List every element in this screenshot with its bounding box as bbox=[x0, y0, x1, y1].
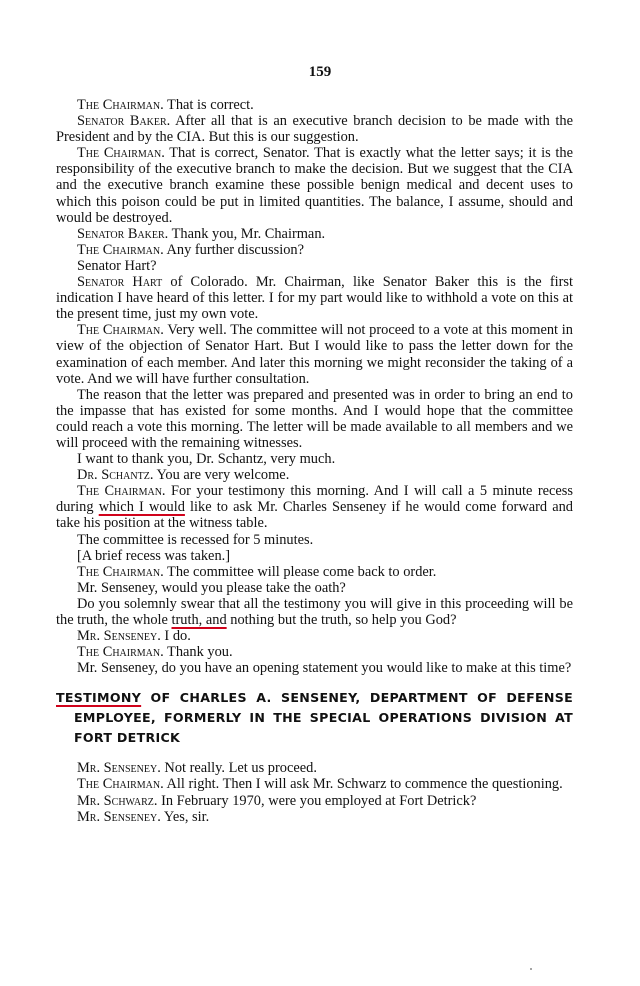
transcript-paragraph bbox=[56, 242, 573, 258]
speaker-name: The Chairman. bbox=[77, 322, 164, 339]
speaker-name: Mr. Senseney. bbox=[77, 628, 161, 645]
transcript-paragraph bbox=[56, 660, 573, 676]
paragraphs-before-heading bbox=[56, 97, 573, 676]
speaker-name: The Chairman. bbox=[77, 483, 166, 500]
paragraph-text: Mr. Senseney, would you please take the oath? bbox=[77, 579, 346, 596]
paragraph-text: I want to thank you, Dr. Schantz, very much. bbox=[77, 451, 336, 468]
transcript-paragraph bbox=[56, 387, 573, 451]
transcript-paragraph bbox=[56, 97, 573, 113]
speaker-name: Mr. Senseney. bbox=[77, 760, 161, 777]
heading-lead-underlined: TESTIMONY bbox=[56, 690, 142, 706]
paragraph-text: You are very welcome. bbox=[153, 467, 290, 484]
transcript-paragraph bbox=[56, 145, 573, 225]
paragraph-text: After all that is an executive branch decision to be made with the President and by the CIA. But this is our suggestion. bbox=[56, 113, 573, 146]
transcript-paragraph bbox=[56, 532, 573, 548]
paragraph-text: Any further discussion? bbox=[163, 241, 304, 258]
speaker-name: Senator Hart bbox=[77, 274, 163, 291]
speaker-name: The Chairman. bbox=[77, 563, 164, 580]
transcript-paragraph bbox=[56, 322, 573, 386]
heading-rest: OF CHARLES A. SENSENEY, DEPARTMENT OF DEFENSE EMPLOYEE, FORMERLY IN THE SPECIAL OPERATIONS DIVISION AT FORT DETRICK bbox=[74, 690, 573, 746]
page-number: 159 bbox=[308, 64, 332, 80]
transcript-paragraph bbox=[56, 113, 573, 145]
paragraphs-after-heading bbox=[56, 760, 573, 824]
paragraph-text: The committee will please come back to order. bbox=[163, 563, 437, 580]
transcript-paragraph bbox=[56, 809, 573, 825]
transcript-body bbox=[56, 97, 573, 825]
speaker-name: Mr. Senseney. bbox=[77, 808, 161, 825]
paragraph-text: Very well. The committee will not proceed to a vote at this moment in view of the objection of Senator Hart. But I would like to pass the letter down for the examination of each member. And later this morning we might reconsider the taking of a vote. And we will have further consultation. bbox=[56, 322, 573, 387]
speaker-name: Senator Baker. bbox=[77, 225, 169, 242]
paragraph-text: The reason that the letter was prepared and presented was in order to bring an end to the impasse that has existed for some months. And I would hope that the committee could reach a vote this morning. The letter will be made available to all members and we will proceed with the remaining witnesses. bbox=[56, 386, 573, 451]
paragraph-text: of Colorado. Mr. Chairman, like Senator Baker this is the first indication I have heard of this letter. I for my part would like to withhold a vote on this at the present time, just my own vote. bbox=[56, 274, 573, 323]
transcript-paragraph bbox=[56, 776, 573, 792]
speaker-name: The Chairman. bbox=[77, 241, 164, 258]
transcript-paragraph bbox=[56, 258, 573, 274]
speaker-name: The Chairman. bbox=[77, 145, 165, 162]
transcript-paragraph bbox=[56, 580, 573, 596]
transcript-paragraph bbox=[56, 760, 573, 776]
transcript-paragraph bbox=[56, 628, 573, 644]
paragraph-text: All right. Then I will ask Mr. Schwarz to commence the questioning. bbox=[163, 776, 563, 793]
paragraph-text: Do you solemnly swear that all the testimony you will give in this proceeding will be the truth, the whole truth, and nothing but the truth, so help you God? bbox=[56, 595, 573, 628]
paragraph-text: Thank you, Mr. Chairman. bbox=[168, 225, 326, 242]
speaker-name: The Chairman. bbox=[77, 97, 164, 113]
paragraph-text: [A brief recess was taken.] bbox=[77, 547, 231, 564]
scan-speck bbox=[530, 968, 532, 970]
paragraph-text: The committee is recessed for 5 minutes. bbox=[77, 531, 314, 548]
transcript-paragraph bbox=[56, 483, 573, 531]
speaker-name: The Chairman. bbox=[77, 644, 164, 661]
paragraph-text: Yes, sir. bbox=[160, 808, 210, 825]
transcript-paragraph bbox=[56, 274, 573, 322]
transcript-paragraph bbox=[56, 564, 573, 580]
speaker-name: The Chairman. bbox=[77, 776, 164, 793]
red-underline-mark: which I would bbox=[98, 499, 185, 516]
paragraph-text: That is correct, Senator. That is exactly what the letter says; it is the responsibility of the executive branch to make the decision. But we suggest that the CIA and the executive branch examine these possible benign medical and decent uses to which this poison could be put in limited quantities. The balance, I assume, should and would be destroyed. bbox=[56, 145, 573, 226]
paragraph-text: Senator Hart? bbox=[77, 257, 157, 274]
transcript-paragraph bbox=[56, 596, 573, 628]
paragraph-text: That is correct. bbox=[163, 97, 254, 113]
transcript-paragraph bbox=[56, 451, 573, 467]
speaker-name: Senator Baker. bbox=[77, 113, 171, 130]
speaker-name: Mr. Schwarz. bbox=[77, 792, 158, 809]
paragraph-text: I do. bbox=[160, 628, 191, 645]
paragraph-text: In February 1970, were you employed at Fort Detrick? bbox=[157, 792, 477, 809]
red-underline-mark: truth, and bbox=[171, 612, 227, 628]
section-heading bbox=[56, 688, 573, 748]
transcript-paragraph bbox=[56, 467, 573, 483]
paragraph-text: For your testimony this morning. And I will call a 5 minute recess during which I would like to ask Mr. Charles Senseney if he would come forward and take his position at the witness table. bbox=[56, 483, 574, 532]
speaker-name: Dr. Schantz. bbox=[77, 467, 154, 484]
transcript-paragraph bbox=[56, 548, 573, 564]
transcript-paragraph bbox=[56, 793, 573, 809]
paragraph-text: Thank you. bbox=[163, 644, 233, 661]
transcript-paragraph bbox=[56, 644, 573, 660]
paragraph-text: Mr. Senseney, do you have an opening statement you would like to make at this time? bbox=[77, 660, 572, 677]
paragraph-text: Not really. Let us proceed. bbox=[160, 760, 317, 777]
transcript-paragraph bbox=[56, 226, 573, 242]
